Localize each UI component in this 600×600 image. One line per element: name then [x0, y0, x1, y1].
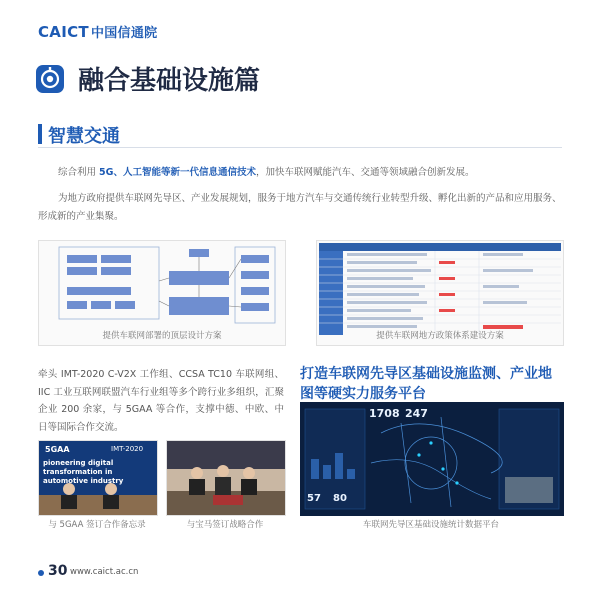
- subtitle-accent-bar: [38, 124, 42, 144]
- platform-heading: 打造车联网先导区基础设施监测、产业地图等硬实力服务平台: [300, 366, 552, 402]
- photo-5gaa-signing: [38, 440, 158, 516]
- photo-sign-imt: IMT-2020: [111, 445, 144, 453]
- section-title: 智慧交通: [48, 126, 120, 147]
- photo-bmw-signing: [166, 440, 286, 516]
- signing-photo-2: [167, 441, 285, 515]
- fig5-caption: 车联网先导区基础设施统计数据平台: [362, 520, 499, 530]
- website-link[interactable]: www.caict.ac.cn: [70, 567, 139, 577]
- dashboard-number-3: 57: [307, 493, 321, 504]
- figure-policy-table: [316, 240, 564, 346]
- p1-pre: 综合利用: [58, 167, 100, 178]
- page-title: 融合基础设施篇: [78, 66, 261, 96]
- intro-paragraph-1: [58, 164, 562, 182]
- section-icon: [36, 65, 64, 93]
- fig2-caption: 提供车联网地方政策体系建设方案: [376, 331, 504, 341]
- brand-cn: 中国信通院: [90, 26, 158, 41]
- dashboard-screenshot: [300, 402, 564, 516]
- dashboard-number-1: 1708: [369, 407, 400, 420]
- intro-paragraph-2: 为地方政府提供车联网先导区、产业发展规划，服务于地方汽车与交通传统行业转型升级、孵化出新的产品和应用服务、形成新的产业集聚。: [38, 193, 562, 222]
- collaboration-paragraph: 牵头 IMT-2020 C-V2X 工作组、CCSA TC10 车联网组、IIC 工业互联网联盟汽车行业组等多个跨行业多组织，汇聚企业 200 余家，与 5GAA 等合作，支撑中德、中欧、中日等国际合作交流。: [38, 369, 284, 433]
- p1-bold: 5G、人工智能等新一代信息通信技术: [99, 167, 256, 178]
- dashboard-number-4: 80: [333, 493, 347, 504]
- fig4-caption: 与宝马签订战略合作: [186, 520, 264, 530]
- photo-sign-5gaa: 5GAA: [45, 445, 70, 454]
- section-divider: [38, 147, 562, 148]
- fig3-caption: 与 5GAA 签订合作备忘录: [48, 520, 146, 530]
- figure-deployment-design: [38, 240, 286, 346]
- fig1-caption: 提供车联网部署的顶层设计方案: [102, 331, 222, 341]
- page-number: 30: [48, 563, 68, 579]
- p1-post: ，加快车联网赋能汽车、交通等领域融合创新发展。: [255, 167, 475, 178]
- brand-logo: [38, 22, 157, 41]
- brand-latin: CAICT: [38, 23, 89, 41]
- footer-bullet: [38, 570, 44, 576]
- dashboard-number-2: 247: [405, 407, 428, 420]
- photo-slogan: pioneering digital transformation in automotive industry: [43, 459, 124, 485]
